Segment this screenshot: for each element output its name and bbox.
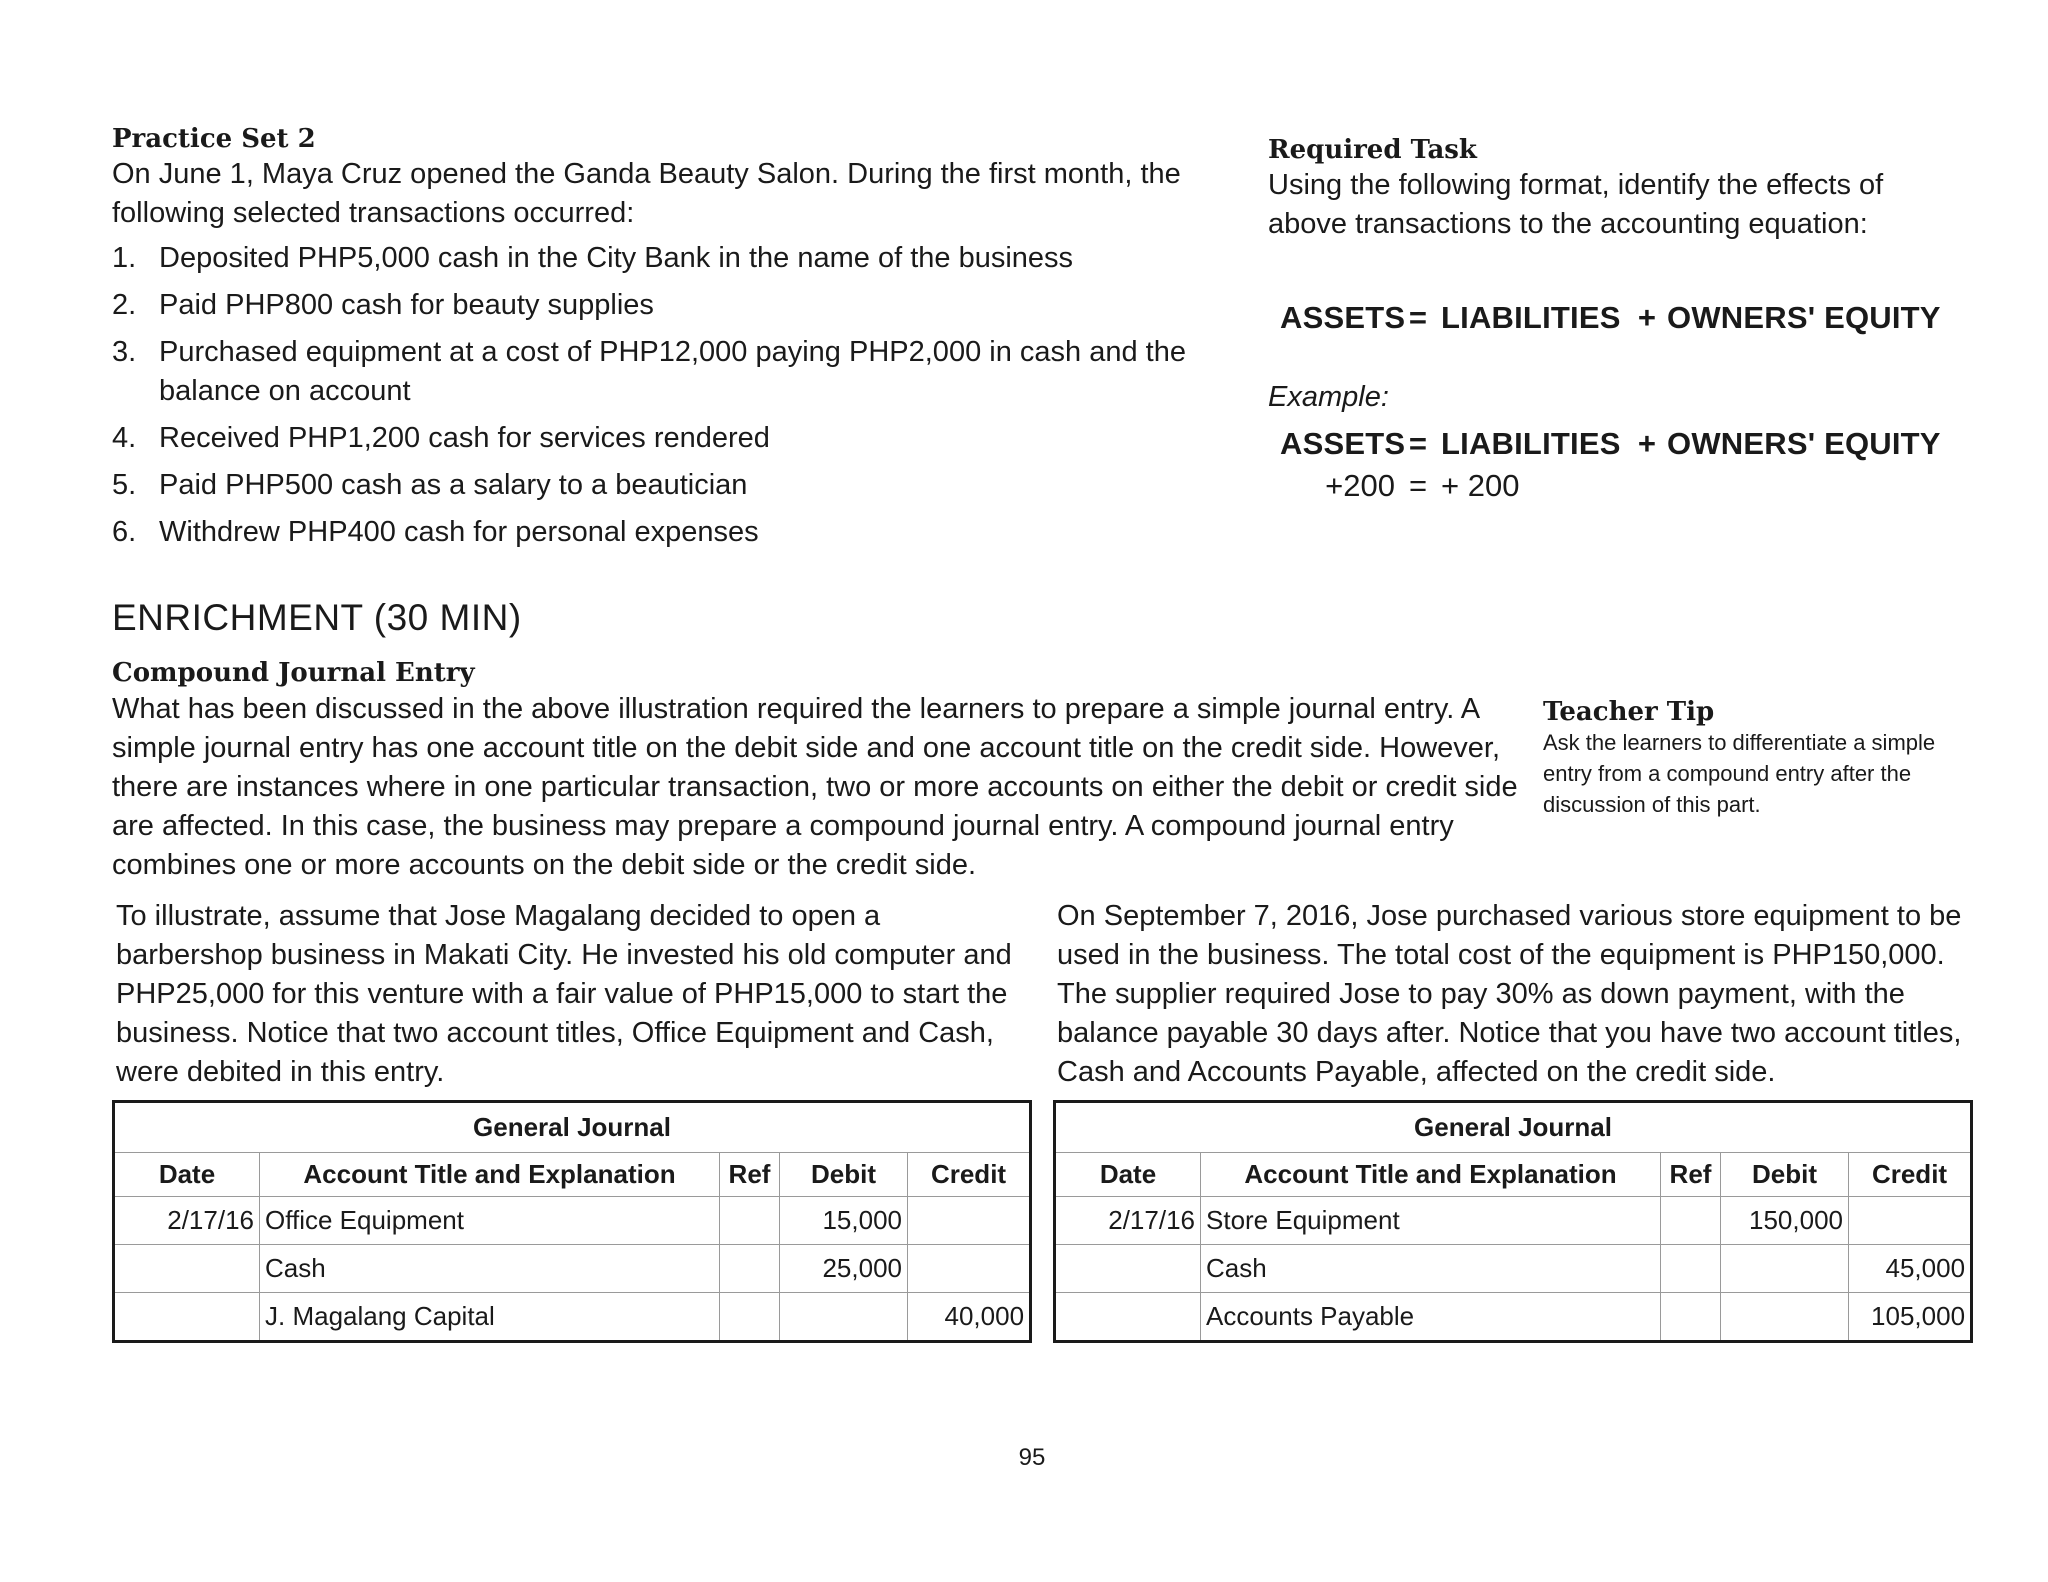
general-journal-left [112, 1100, 1032, 1343]
teacher-tip-text: Ask the learners to differentiate a simple entry from a compound entry after the discussion of this part. [1543, 730, 1936, 817]
list-item-text: Deposited PHP5,000 cash in the City Bank in the name of the business [159, 242, 1074, 274]
cell-credit [908, 1245, 1031, 1293]
table-row [1055, 1197, 1972, 1245]
table-row [1055, 1245, 1972, 1293]
practice-set-intro: On June 1, Maya Cruz opened the Ganda Beauty Salon. During the first month, the following selected transactions occurred: [112, 158, 1181, 229]
header-account: Account Title and Explanation [260, 1153, 720, 1197]
journal-title: General Journal [1055, 1102, 1972, 1153]
equation-equity: OWNERS' EQUITY [1667, 426, 1941, 461]
compound-journal-text: What has been discussed in the above illustration required the learners to prepare a simple journal entry. A simple journal entry has one account title on the debit side and one account title on the credit side. However, there are instances where in one particular transaction, two or more accounts on either the debit or credit side are affected. In this case, the business may prepare a compound journal entry. A compound journal entry combines one or more accounts on the debit side or the credit side. [112, 693, 1518, 881]
example-values [1322, 466, 1519, 506]
list-item-text: Received PHP1,200 cash for services rendered [159, 422, 770, 454]
cell-date: 2/17/16 [114, 1197, 260, 1245]
example-equation [1280, 424, 1941, 464]
cell-debit [1721, 1293, 1849, 1342]
cell-ref [1661, 1245, 1721, 1293]
example-liabilities-value: + 200 [1441, 468, 1520, 503]
table-row [114, 1245, 1031, 1293]
list-item-number: 6. [112, 516, 137, 548]
header-debit: Debit [1721, 1153, 1849, 1197]
list-item-number: 2. [112, 289, 137, 321]
cell-date [114, 1245, 260, 1293]
cell-ref [1661, 1293, 1721, 1342]
enrichment-heading: ENRICHMENT (30 MIN) [112, 597, 522, 638]
general-journal-right [1053, 1100, 1973, 1343]
example-equals: = [1408, 468, 1428, 503]
illustration-right-text: On September 7, 2016, Jose purchased various store equipment to be used in the business. The total cost of the equipment is PHP150,000. The supplier required Jose to pay 30% as down payment, with the balance payable 30 days after. Notice that you have two account titles, Cash and Accounts Payable, affected on the credit side. [1057, 900, 1962, 1088]
cell-debit: 25,000 [780, 1245, 908, 1293]
equation-assets: ASSETS [1280, 426, 1406, 461]
list-item-text: Purchased equipment at a cost of PHP12,000 paying PHP2,000 in cash and the balance on account [159, 336, 1186, 407]
cell-debit: 15,000 [780, 1197, 908, 1245]
cell-account: J. Magalang Capital [260, 1293, 720, 1342]
list-item [112, 419, 1202, 458]
cell-credit [1849, 1197, 1972, 1245]
journal-title: General Journal [114, 1102, 1031, 1153]
list-item-number: 5. [112, 469, 137, 501]
required-task-heading: Required Task [1268, 135, 1477, 165]
list-item-text: Withdrew PHP400 cash for personal expenses [159, 516, 759, 548]
header-ref: Ref [1661, 1153, 1721, 1197]
accounting-equation [1280, 298, 1941, 338]
list-item-number: 1. [112, 242, 137, 274]
required-task-text: Using the following format, identify the effects of above transactions to the accounting equation: [1268, 169, 1884, 240]
cell-date [1055, 1245, 1201, 1293]
cell-ref [720, 1293, 780, 1342]
equation-liabilities: LIABILITIES [1441, 300, 1621, 335]
list-item-text: Paid PHP500 cash as a salary to a beautician [159, 469, 748, 501]
cell-account: Cash [260, 1245, 720, 1293]
example-assets-value: +200 [1325, 468, 1395, 503]
header-credit: Credit [908, 1153, 1031, 1197]
header-ref: Ref [720, 1153, 780, 1197]
header-credit: Credit [1849, 1153, 1972, 1197]
cell-credit [908, 1197, 1031, 1245]
cell-account: Cash [1201, 1245, 1661, 1293]
table-row [114, 1293, 1031, 1342]
teacher-tip-heading: Teacher Tip [1543, 697, 1715, 727]
cell-debit [1721, 1245, 1849, 1293]
equation-plus: + [1637, 300, 1657, 335]
cell-ref [1661, 1197, 1721, 1245]
cell-account: Store Equipment [1201, 1197, 1661, 1245]
cell-account: Office Equipment [260, 1197, 720, 1245]
cell-account: Accounts Payable [1201, 1293, 1661, 1342]
cell-credit: 45,000 [1849, 1245, 1972, 1293]
illustration-left-text: To illustrate, assume that Jose Magalang decided to open a barbershop business in Makati City. He invested his old computer and PHP25,000 for this venture with a fair value of PHP15,000 to start the business. Notice that two account titles, Office Equipment and Cash, were debited in this entry. [116, 900, 1012, 1088]
list-item [112, 239, 1202, 278]
cell-debit: 150,000 [1721, 1197, 1849, 1245]
list-item [112, 466, 1202, 505]
cell-ref [720, 1197, 780, 1245]
cell-ref [720, 1245, 780, 1293]
header-date: Date [114, 1153, 260, 1197]
cell-date [114, 1293, 260, 1342]
cell-date: 2/17/16 [1055, 1197, 1201, 1245]
table-row [1055, 1293, 1972, 1342]
header-debit: Debit [780, 1153, 908, 1197]
cell-debit [780, 1293, 908, 1342]
equation-assets: ASSETS [1280, 300, 1406, 335]
transaction-list [112, 239, 1202, 560]
list-item [112, 286, 1202, 325]
example-label: Example: [1268, 381, 1389, 413]
table-row [114, 1197, 1031, 1245]
cell-credit: 105,000 [1849, 1293, 1972, 1342]
compound-journal-heading: Compound Journal Entry [112, 658, 475, 688]
header-date: Date [1055, 1153, 1201, 1197]
list-item [112, 513, 1202, 552]
cell-credit: 40,000 [908, 1293, 1031, 1342]
equation-equals: = [1408, 300, 1428, 335]
list-item-number: 3. [112, 336, 137, 368]
equation-liabilities: LIABILITIES [1441, 426, 1621, 461]
cell-date [1055, 1293, 1201, 1342]
equation-equity: OWNERS' EQUITY [1667, 300, 1941, 335]
practice-set-heading: Practice Set 2 [112, 124, 316, 154]
header-account: Account Title and Explanation [1201, 1153, 1661, 1197]
page-number: 95 [1018, 1444, 1046, 1471]
list-item-number: 4. [112, 422, 137, 454]
equation-equals: = [1408, 426, 1428, 461]
list-item-text: Paid PHP800 cash for beauty supplies [159, 289, 654, 321]
list-item [112, 333, 1202, 411]
equation-plus: + [1637, 426, 1657, 461]
